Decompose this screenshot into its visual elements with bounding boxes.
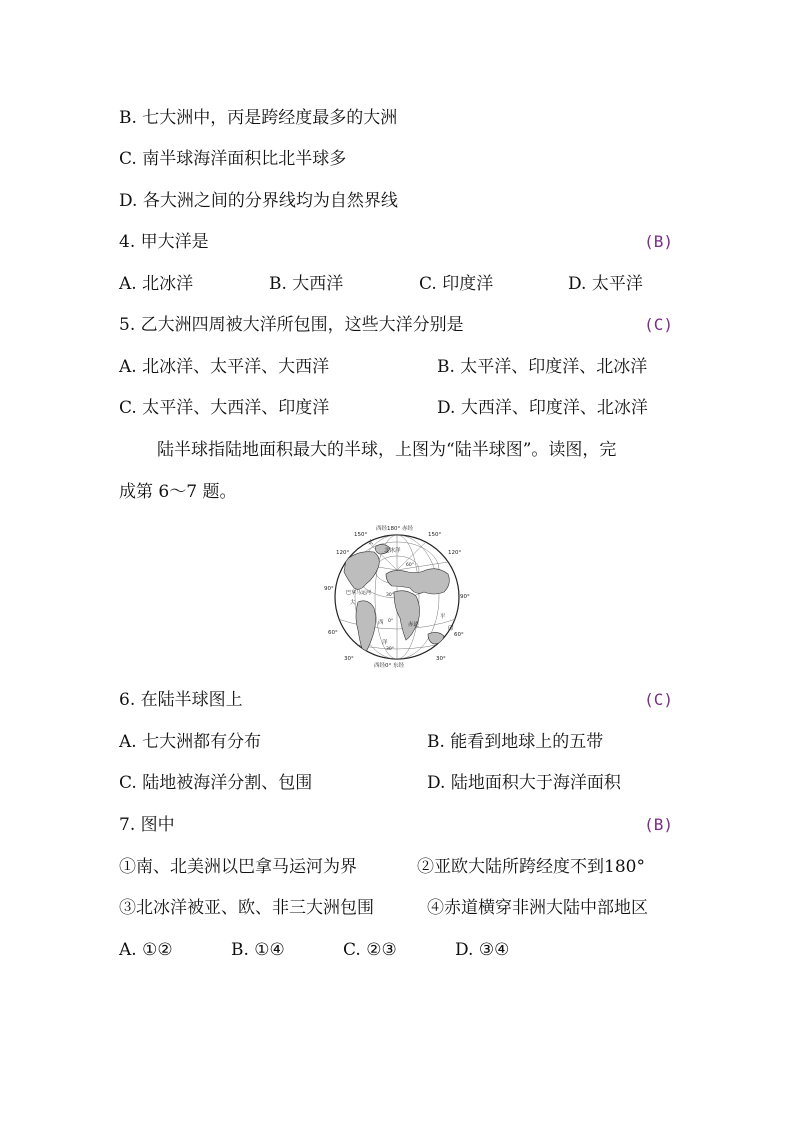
- q5-option-b: B. 太平洋、印度洋、北冰洋: [437, 357, 648, 377]
- q3-option-d: D. 各大洲之间的分界线均为自然界线: [119, 191, 398, 211]
- q7-statement-1: ①南、北美洲以巴拿马运河为界: [119, 857, 357, 877]
- intro-line-1: [157, 439, 673, 461]
- q5-option-a: A. 北冰洋、太平洋、大西洋: [119, 357, 330, 377]
- q7-row: [119, 814, 673, 836]
- q6-option-a: A. 七大洲都有分布: [119, 732, 262, 752]
- q6-option-c: C. 陆地被海洋分割、包围: [119, 773, 313, 793]
- q6-stem: 6. 在陆半球图上: [119, 690, 243, 710]
- q4-option-b: B. 大西洋: [269, 274, 344, 294]
- map-label-lat0: 0°: [388, 619, 394, 624]
- q6-row: [119, 689, 673, 711]
- q7-statement-4: ④赤道横穿非洲大陆中部地区: [427, 898, 648, 918]
- map-label-top: 西经180° 赤经: [376, 526, 413, 532]
- q6-option-d: D. 陆地面积大于海洋面积: [427, 773, 621, 793]
- q5-stem: 5. 乙大洲四周被大洋所包围，这些大洋分别是: [119, 315, 464, 335]
- q4-stem: 4. 甲大洋是: [119, 232, 209, 252]
- q4-option-a: A. 北冰洋: [119, 274, 194, 294]
- map-label-lat60: 60°: [406, 563, 414, 568]
- map-label-ping: 平: [440, 614, 446, 620]
- q7-answer: (B): [644, 815, 673, 834]
- q7-option-c: C. ②③: [343, 940, 397, 960]
- intro-line-2: 成第 6～7 题。: [119, 482, 237, 502]
- q7-statement-3: ③北冰洋被亚、欧、非三大洲包围: [119, 898, 374, 918]
- q5-option-c: C. 太平洋、大西洋、印度洋: [119, 398, 330, 418]
- q4-row: [119, 231, 673, 253]
- q4-option-d: D. 太平洋: [568, 274, 643, 294]
- q7-option-b: B. ①④: [231, 940, 285, 960]
- q4-answer: (B): [644, 232, 673, 251]
- map-label-l90: 90°: [324, 586, 334, 592]
- map-label-r120: 120°: [448, 550, 462, 556]
- map-label-r30: 30°: [436, 656, 446, 662]
- map-label-l120: 120°: [336, 550, 350, 556]
- q4-option-c: C. 印度洋: [419, 274, 494, 294]
- q7-statement-2: ②亚欧大陆所跨经度不到180°: [417, 857, 645, 877]
- map-label-r90: 90°: [460, 594, 470, 600]
- land-hemisphere-map: [324, 522, 470, 668]
- map-label-bottom: 西经0° 东经: [374, 663, 404, 668]
- map-label-l30: 30°: [344, 656, 354, 662]
- q5-row: [119, 314, 673, 336]
- map-label-lat30: 30°: [386, 593, 394, 598]
- map-label-tai: 太: [368, 540, 374, 546]
- map-label-yin: 印: [448, 626, 454, 632]
- q5-answer: (C): [644, 315, 673, 334]
- map-label-equator: 赤道: [408, 622, 420, 628]
- q5-option-d: D. 大西洋、印度洋、北冰洋: [437, 398, 648, 418]
- map-label-r150: 150°: [428, 532, 442, 538]
- map-label-yang: 洋: [382, 640, 388, 646]
- q7-option-d: D. ③④: [455, 940, 510, 960]
- map-label-lat30s: 30°: [386, 647, 394, 652]
- q3-option-b: B. 七大洲中，丙是跨经度最多的大洲: [119, 108, 398, 128]
- map-label-arctic: 北冰洋: [384, 548, 401, 554]
- map-label-panama: 巴拿马运河: [346, 590, 372, 596]
- map-label-l150: 150°: [354, 532, 368, 538]
- q6-answer: (C): [644, 690, 673, 709]
- map-label-xi: 西: [378, 620, 384, 626]
- q7-option-a: A. ①②: [119, 940, 173, 960]
- q3-option-c: C. 南半球海洋面积比北半球多: [119, 149, 347, 169]
- intro-text-1: 陆半球指陆地面积最大的半球，上图为“陆半球图”。读图，完: [157, 440, 617, 460]
- map-label-l60: 60°: [328, 630, 338, 636]
- map-label-da: 大: [350, 600, 356, 606]
- q6-option-b: B. 能看到地球上的五带: [427, 732, 604, 752]
- map-label-r60: 60°: [454, 632, 464, 638]
- q7-stem: 7. 图中: [119, 815, 175, 835]
